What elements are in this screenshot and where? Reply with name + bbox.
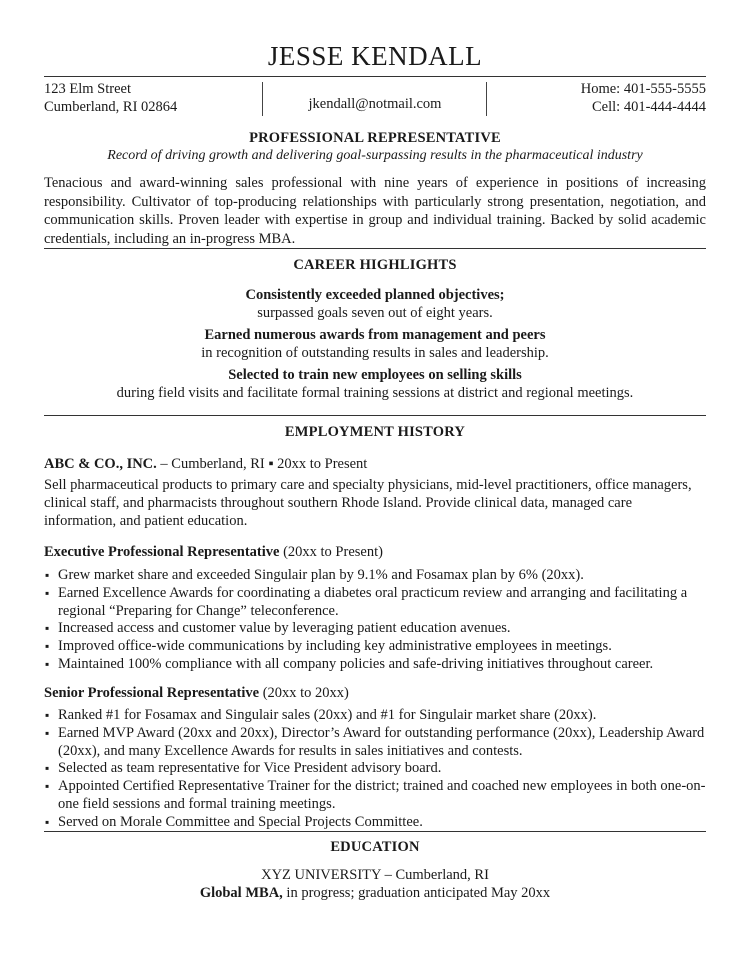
list-item <box>44 567 706 585</box>
bullet-text: Earned MVP Award (20xx and 20xx), Director’s Award for outstanding performance (20xx), Leadership Award (20xx), and many Excellence Awards for results in sales initiatives and contests. <box>58 724 705 759</box>
bullet-glyph: ▪ <box>45 568 50 582</box>
tagline: Record of driving growth and delivering goal-surpassing results in the pharmaceutical industry <box>107 148 643 163</box>
role-bullets <box>44 567 706 674</box>
professional-title-block <box>44 129 706 165</box>
highlights-heading: CAREER HIGHLIGHTS <box>293 257 457 273</box>
bullet-text: Selected as team representative for Vice President advisory board. <box>58 760 442 777</box>
highlights-heading-block <box>44 256 706 274</box>
degree-line <box>44 884 706 902</box>
bullet-text: Ranked #1 for Fosamax and Singulair sales (20xx) and #1 for Singulair market share (20xx). <box>58 707 597 723</box>
degree-name: Global MBA, <box>199 885 283 901</box>
highlight-text: in recognition of outstanding results in sales and leadership. <box>201 345 549 361</box>
list-item <box>44 725 706 761</box>
home-phone: Home: 401-555-5555 <box>580 81 706 97</box>
highlight-item <box>44 326 706 362</box>
bullet-glyph: ▪ <box>45 725 50 740</box>
list-item <box>44 707 706 725</box>
list-item <box>44 778 706 814</box>
list-item <box>44 638 706 656</box>
address-line-1: 123 Elm Street <box>44 81 131 97</box>
bullet-text: Served on Morale Committee and Special Projects Committee. <box>58 813 423 830</box>
bullet-glyph: ▪ <box>45 656 50 671</box>
address-line-2: Cumberland, RI 02864 <box>44 99 178 115</box>
highlight-text: surpassed goals seven out of eight years. <box>257 305 493 321</box>
highlight-bold: Selected to train new employees on selling skills <box>228 367 522 383</box>
bullet-text: Improved office-wide communications by including key administrative employees in meetings. <box>58 638 612 655</box>
list-item <box>44 656 706 674</box>
bullet-glyph: ▪ <box>45 621 50 636</box>
bullet-glyph: ▪ <box>45 814 50 829</box>
role-title-line <box>44 543 706 561</box>
list-item <box>44 760 706 778</box>
education-divider <box>44 831 706 832</box>
company-description: Sell pharmaceutical products to primary care and specialty physicians, mid-level practitioners, office managers, clinical staff, and pharmacists throughout southern Rhode Island. Provide clinical data, managed care information, and patient education. <box>44 477 692 529</box>
role-dates: (20xx to Present) <box>279 544 383 560</box>
school-name: XYZ UNIVERSITY – Cumberland, RI <box>261 867 489 883</box>
highlight-text: during field visits and facilitate formal training sessions at district and regional meetings. <box>116 385 634 401</box>
role-title: Senior Professional Representative <box>44 685 260 701</box>
cell-phone: Cell: 401-444-4444 <box>592 99 706 115</box>
employment-divider <box>44 415 706 416</box>
employment-heading: EMPLOYMENT HISTORY <box>284 424 466 440</box>
list-item <box>44 814 706 832</box>
bullet-text: Maintained 100% compliance with all company policies and safe-driving initiatives throughout career. <box>58 655 654 672</box>
company-line <box>44 455 706 473</box>
contact-block <box>44 80 706 116</box>
employment-heading-block <box>44 423 706 441</box>
bullet-text: Earned Excellence Awards for coordinating a diabetes oral practicum review and arranging and facilitating a regional “Preparing for Change” teleconference. <box>58 584 688 619</box>
education-entry <box>44 866 706 902</box>
contact-separator-right <box>486 82 487 116</box>
phones <box>581 80 706 116</box>
professional-title: PROFESSIONAL REPRESENTATIVE <box>249 130 501 146</box>
education-heading: EDUCATION <box>330 839 420 855</box>
role-title: Executive Professional Representative <box>44 544 280 560</box>
bullet-text: Appointed Certified Representative Trainer for the district; trained and coached new employees in both one-on-one field sessions and formal training meetings. <box>58 778 706 812</box>
bullet-glyph: ▪ <box>45 708 50 722</box>
degree-detail: in progress; graduation anticipated May 20xx <box>282 885 551 901</box>
highlights-divider <box>44 248 706 249</box>
role-bullets <box>44 707 706 832</box>
company-name: ABC & CO., INC. <box>44 456 157 472</box>
bullet-text: Increased access and customer value by leveraging patient education avenues. <box>58 620 511 637</box>
highlight-item <box>44 366 706 402</box>
bullet-glyph: ▪ <box>45 585 50 600</box>
bullet-glyph: ▪ <box>45 639 50 654</box>
header-divider <box>44 76 706 77</box>
highlight-item <box>44 286 706 322</box>
company-detail: – Cumberland, RI ▪ 20xx to Present <box>156 456 368 472</box>
bullet-text: Grew market share and exceeded Singulair plan by 9.1% and Fosamax plan by 6% (20xx). <box>58 567 584 583</box>
list-item <box>44 620 706 638</box>
bullet-glyph: ▪ <box>45 779 50 794</box>
role-title-line <box>44 684 706 702</box>
education-heading-block <box>44 838 706 856</box>
role-dates: (20xx to 20xx) <box>259 685 349 701</box>
highlight-bold: Earned numerous awards from management and peers <box>204 327 546 343</box>
email: jkendall@notmail.com <box>308 96 442 112</box>
highlight-bold: Consistently exceeded planned objectives; <box>245 287 505 303</box>
bullet-glyph: ▪ <box>45 761 50 776</box>
candidate-name: JESSE KENDALL <box>267 41 483 71</box>
summary-paragraph: Tenacious and award-winning sales professional with nine years of experience in positions of increasing responsibility. Cultivator of top-producing relationships with particularly strong presentation, negotiation, and communication skills. Proven leader with expertise in group and individual training. Backed by solid academic credentials, including an in-progress MBA. <box>44 175 706 247</box>
list-item <box>44 585 706 621</box>
